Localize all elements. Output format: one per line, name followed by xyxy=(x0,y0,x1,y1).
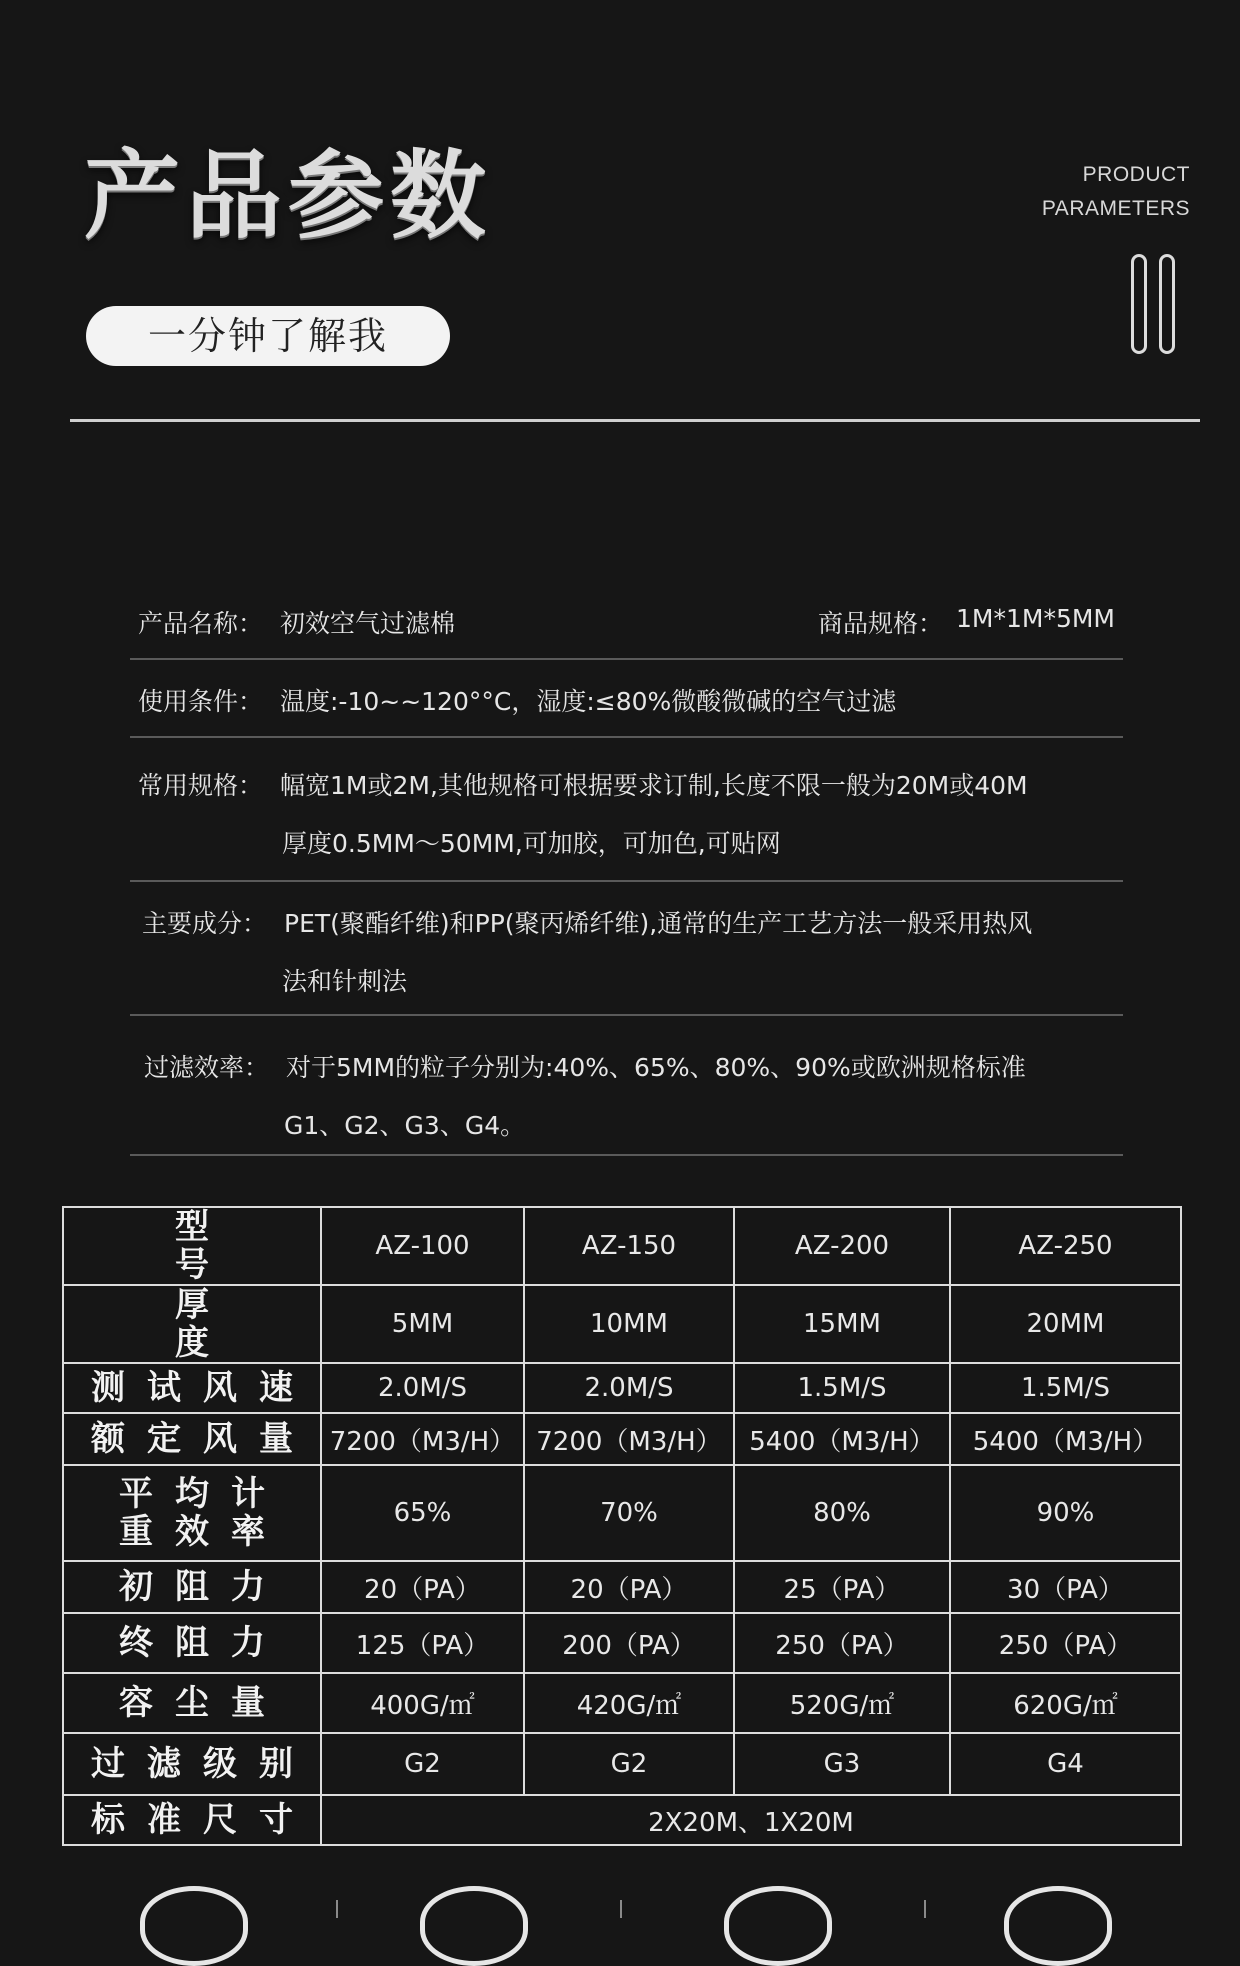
table-row xyxy=(63,1207,1181,1285)
spec-efficiency-line1: 对于5MM的粒子分别为:40%、65%、80%、90%或欧洲规格标准 xyxy=(286,1053,1026,1082)
table-cell: 620G/㎡ xyxy=(950,1673,1181,1733)
row-header: 容尘量 xyxy=(63,1673,321,1733)
spec-row-material xyxy=(130,882,1123,1016)
spec-row-name xyxy=(130,592,1123,660)
bowl-icon xyxy=(420,1886,528,1966)
row-header: 平均计重效率 xyxy=(63,1465,321,1561)
size-value-cell: 2X20M、1X20M xyxy=(321,1795,1181,1845)
row-header: 标准尺寸 xyxy=(63,1795,321,1845)
page-title: 产品参数 xyxy=(84,140,492,252)
bowl-icon xyxy=(1004,1886,1112,1966)
bowl-icon xyxy=(724,1886,832,1966)
bowl-icon xyxy=(140,1886,248,1966)
spec-efficiency-line2: G1、G2、G3、G4。 xyxy=(284,1111,526,1140)
table-cell: 30（PA） xyxy=(950,1561,1181,1613)
table-cell: 20（PA） xyxy=(524,1561,734,1613)
spec-name-value: 初效空气过滤棉 xyxy=(280,609,456,638)
spec-row-condition xyxy=(130,660,1123,738)
spec-condition-label: 使用条件： xyxy=(138,687,264,716)
table-cell: 1.5M/S xyxy=(734,1363,950,1413)
spec-row-efficiency xyxy=(130,1016,1123,1156)
table-row xyxy=(63,1363,1181,1413)
table-cell: 20（PA） xyxy=(321,1561,524,1613)
divider-tick xyxy=(620,1900,622,1918)
row-header: 额定风量 xyxy=(63,1413,321,1465)
row-header: 测试风速 xyxy=(63,1363,321,1413)
spec-row-common xyxy=(130,738,1123,882)
decorative-bar-right xyxy=(1159,254,1175,354)
table-cell: 5MM xyxy=(321,1285,524,1363)
table-cell: G2 xyxy=(524,1733,734,1795)
table-cell: G2 xyxy=(321,1733,524,1795)
row-header: 过滤级别 xyxy=(63,1733,321,1795)
table-cell: 90% xyxy=(950,1465,1181,1561)
spec-size-value: 1M*1M*5MM xyxy=(956,604,1115,633)
row-header: 终阻力 xyxy=(63,1613,321,1673)
english-title-line2: PARAMETERS xyxy=(1041,197,1190,220)
table-cell: G4 xyxy=(950,1733,1181,1795)
spec-common-line2: 厚度0.5MM～50MM,可加胶，可加色,可贴网 xyxy=(282,829,781,858)
table-cell: 80% xyxy=(734,1465,950,1561)
row-header: 型号 xyxy=(63,1207,321,1285)
table-cell: G3 xyxy=(734,1733,950,1795)
spec-material-line2: 法和针刺法 xyxy=(282,967,408,996)
spec-name-label: 产品名称： xyxy=(138,609,264,638)
divider-tick xyxy=(924,1900,926,1918)
decorative-bar-left xyxy=(1131,254,1147,354)
table-cell: 20MM xyxy=(950,1285,1181,1363)
table-cell: 2.0M/S xyxy=(524,1363,734,1413)
table-row xyxy=(63,1413,1181,1465)
table-cell: AZ-150 xyxy=(524,1207,734,1285)
table-row xyxy=(63,1561,1181,1613)
spec-condition-value: 温度:-10~~120°°C，湿度:≤80%微酸微碱的空气过滤 xyxy=(280,687,897,716)
table-cell: 25（PA） xyxy=(734,1561,950,1613)
table-row xyxy=(63,1673,1181,1733)
table-row xyxy=(63,1795,1181,1845)
parameters-table xyxy=(62,1206,1182,1846)
table-cell: 200（PA） xyxy=(524,1613,734,1673)
table-cell: 15MM xyxy=(734,1285,950,1363)
table-cell: AZ-100 xyxy=(321,1207,524,1285)
table-cell: 70% xyxy=(524,1465,734,1561)
table-cell: 420G/㎡ xyxy=(524,1673,734,1733)
spec-efficiency-label: 过滤效率： xyxy=(144,1053,270,1082)
table-row xyxy=(63,1285,1181,1363)
spec-common-line1: 幅宽1M或2M,其他规格可根据要求订制,长度不限一般为20M或40M xyxy=(280,771,1028,800)
table-row xyxy=(63,1733,1181,1795)
table-cell: 2.0M/S xyxy=(321,1363,524,1413)
header-divider xyxy=(70,419,1200,422)
table-cell: 400G/㎡ xyxy=(321,1673,524,1733)
row-header: 初阻力 xyxy=(63,1561,321,1613)
table-cell: 5400（M3/H） xyxy=(950,1413,1181,1465)
table-cell: 5400（M3/H） xyxy=(734,1413,950,1465)
spec-material-line1: PET(聚酯纤维)和PP(聚丙烯纤维),通常的生产工艺方法一般采用热风 xyxy=(284,909,1033,938)
divider-tick xyxy=(336,1900,338,1918)
table-cell: 125（PA） xyxy=(321,1613,524,1673)
table-cell: 7200（M3/H） xyxy=(524,1413,734,1465)
table-cell: 1.5M/S xyxy=(950,1363,1181,1413)
english-title xyxy=(1042,158,1190,226)
table-row xyxy=(63,1613,1181,1673)
spec-material-label: 主要成分： xyxy=(142,909,268,938)
spec-divider xyxy=(130,1154,1123,1156)
subtitle-pill: 一分钟了解我 xyxy=(86,306,450,366)
table-row xyxy=(63,1465,1181,1561)
table-cell: 10MM xyxy=(524,1285,734,1363)
spec-size-label: 商品规格： xyxy=(817,609,943,638)
table-cell: 250（PA） xyxy=(734,1613,950,1673)
table-cell: 250（PA） xyxy=(950,1613,1181,1673)
table-cell: 65% xyxy=(321,1465,524,1561)
table-cell: AZ-200 xyxy=(734,1207,950,1285)
english-title-line1: PRODUCT xyxy=(1082,163,1190,186)
table-cell: AZ-250 xyxy=(950,1207,1181,1285)
spec-common-label: 常用规格： xyxy=(138,771,264,800)
table-cell: 7200（M3/H） xyxy=(321,1413,524,1465)
table-cell: 520G/㎡ xyxy=(734,1673,950,1733)
row-header: 厚度 xyxy=(63,1285,321,1363)
